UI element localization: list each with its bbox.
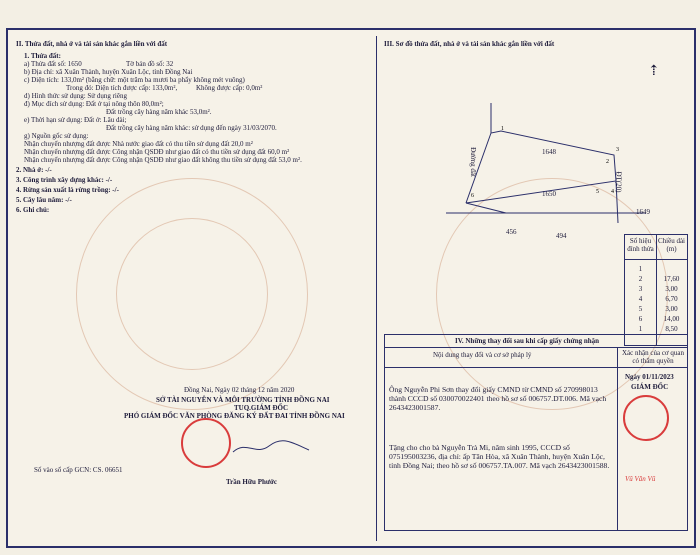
parcel-1648: 1648	[542, 148, 556, 156]
row-vertex: 6	[638, 315, 643, 323]
trees: 5. Cây lâu năm: -/-	[16, 196, 72, 204]
change-entry-2: Tặng cho cho bà Nguyễn Trà Mi, năm sinh 1995, CCCD số 075195003236, địa chỉ: ấp Tân Hòa, xã Xuân Thành, huyện Xuân Lộc, tỉnh Đồng Nai; theo hồ sơ số 006757.TA.007. Mã vạch 2643423001588.	[389, 443, 610, 470]
road-label: Đường đất	[468, 147, 477, 177]
row-vertex: 5	[638, 305, 643, 313]
area-detail: Trong đó: Diện tích được cấp: 133,0m²,	[66, 84, 178, 92]
changes-table	[384, 334, 688, 531]
usage-form: d) Hình thức sử dụng: Sử dụng riêng	[24, 92, 127, 100]
confirm-signer: Vũ Văn Vũ	[625, 475, 656, 483]
parcel-1650: 1650	[542, 190, 556, 198]
certificate-number: Số vào sổ cấp GCN: CS. 06651	[34, 466, 123, 474]
purpose-2: Đất trồng cây hàng năm khác 53,0m².	[106, 108, 212, 116]
deputy-title: PHÓ GIÁM ĐỐC VĂN PHÒNG ĐĂNG KÝ ĐẤT ĐAI TỈNH ĐỒNG NAI	[124, 412, 345, 420]
map-sheet: Tờ bản đồ số: 32	[126, 60, 174, 68]
vertex-2: 2	[606, 159, 609, 165]
confirm-title: GIÁM ĐỐC	[631, 383, 669, 391]
row-length: 6,70	[665, 295, 678, 303]
border-left	[6, 28, 8, 548]
border-bottom	[6, 546, 696, 548]
area: c) Diện tích: 133,0m² (bằng chữ: một trăm ba mươi ba phẩy không mét vuông)	[24, 76, 245, 84]
parcel-number: a) Thửa đất số: 1650	[24, 60, 82, 68]
vertex-3: 3	[616, 147, 619, 153]
change-entry-1: Ông Nguyễn Phi Sơn thay đổi giấy CMND từ CMND số 270998013 thành CCCD số 030070022401 theo hồ sơ số 006757.DT.006. Mã vạch 2643423001587.	[389, 385, 607, 412]
red-seal-stamp-right	[623, 395, 669, 441]
forest: 4. Rừng sản xuất là rừng trồng: -/-	[16, 186, 119, 194]
table-header-divider	[625, 259, 687, 260]
changes-title-divider	[385, 347, 687, 348]
row-vertex: 1	[638, 265, 643, 273]
purpose: đ) Mục đích sử dụng: Đất ở tại nông thôn 80,0m²;	[24, 100, 164, 108]
row-vertex: 1	[638, 325, 643, 333]
house: 2. Nhà ở: -/-	[16, 166, 52, 174]
row-length: 17,60	[663, 275, 680, 283]
changes-col-confirm: Xác nhận của cơ quan có thẩm quyền	[621, 349, 684, 365]
changes-header-divider	[385, 367, 687, 368]
row-vertex: 2	[638, 275, 643, 283]
parcel-494: 494	[556, 232, 567, 240]
address: b) Địa chỉ: xã Xuân Thành, huyện Xuân Lộc, tỉnh Đồng Nai	[24, 68, 193, 76]
dt-label: ĐT(20)	[614, 171, 623, 193]
origin-2: Nhận chuyển nhượng đất được Công nhận QSDĐ như giao đất có thu tiền sử dụng đất 60,0 m²	[24, 148, 290, 156]
vertex-4: 4	[611, 189, 614, 195]
origin-1: Nhận chuyển nhượng đất được Nhà nước giao đất có thu tiền sử dụng đất 20,0 m²	[24, 140, 253, 148]
table-header-vertex: Số hiệu đỉnh thửa	[627, 237, 654, 253]
issue-date: Đồng Nai, Ngày 02 tháng 12 năm 2020	[184, 386, 295, 394]
north-arrow-icon: ⇡	[648, 64, 660, 79]
origin: g) Nguồn gốc sử dụng:	[24, 132, 89, 140]
tuq: TUQ.GIÁM ĐỐC	[234, 404, 289, 412]
vertex-1: 1	[501, 126, 504, 132]
vertex-5: 5	[596, 189, 599, 195]
certificate-page	[6, 28, 696, 548]
border-top	[6, 28, 696, 30]
table-header-length: Chiều dài (m)	[657, 237, 686, 253]
row-length: 14,00	[663, 315, 680, 323]
section-title-left: II. Thửa đất, nhà ở và tài sản khác gắn liền với đất	[16, 40, 168, 48]
row-length: 3,00	[665, 285, 678, 293]
notes: 6. Ghi chú:	[16, 206, 50, 214]
vertex-6: 6	[471, 193, 474, 199]
signer-name: Trần Hữu Phước	[226, 478, 278, 486]
parcel-1649: 1649	[636, 208, 650, 216]
vertex-table	[624, 234, 688, 346]
watermark-rosette-inner	[116, 218, 268, 370]
area-not-granted: Không được cấp: 0,0m²	[196, 84, 263, 92]
row-vertex: 4	[638, 295, 643, 303]
origin-3: Nhận chuyển nhượng đất được Công nhận QSDĐ như giao đất không thu tiền sử dụng đất 53,0 m².	[24, 156, 302, 164]
border-right	[694, 28, 696, 548]
changes-col-content: Nội dung thay đổi và cơ sở pháp lý	[433, 351, 532, 359]
term: e) Thời hạn sử dụng: Đất ở: Lâu dài;	[24, 116, 127, 124]
changes-col-divider	[617, 347, 618, 530]
red-seal-stamp	[181, 418, 231, 468]
center-divider	[376, 36, 377, 541]
confirm-date: Ngày 01/11/2023	[625, 373, 674, 381]
changes-title: IV. Những thay đổi sau khi cấp giấy chứng nhận	[455, 337, 600, 345]
construction: 3. Công trình xây dựng khác: -/-	[16, 176, 113, 184]
row-length: 3,00	[665, 305, 678, 313]
section-title-right: III. Sơ đồ thửa đất, nhà ở và tài sản khác gắn liền với đất	[384, 40, 555, 48]
parcel-456: 456	[506, 228, 517, 236]
term-2: Đất trồng cây hàng năm khác: sử dụng đến ngày 31/03/2070.	[106, 124, 277, 132]
land-heading: 1. Thửa đất:	[24, 52, 61, 60]
signature-left	[231, 438, 311, 458]
agency: SỞ TÀI NGUYÊN VÀ MÔI TRƯỜNG TỈNH ĐỒNG NAI	[156, 396, 330, 404]
row-vertex: 3	[638, 285, 643, 293]
row-length: 8,50	[665, 325, 678, 333]
